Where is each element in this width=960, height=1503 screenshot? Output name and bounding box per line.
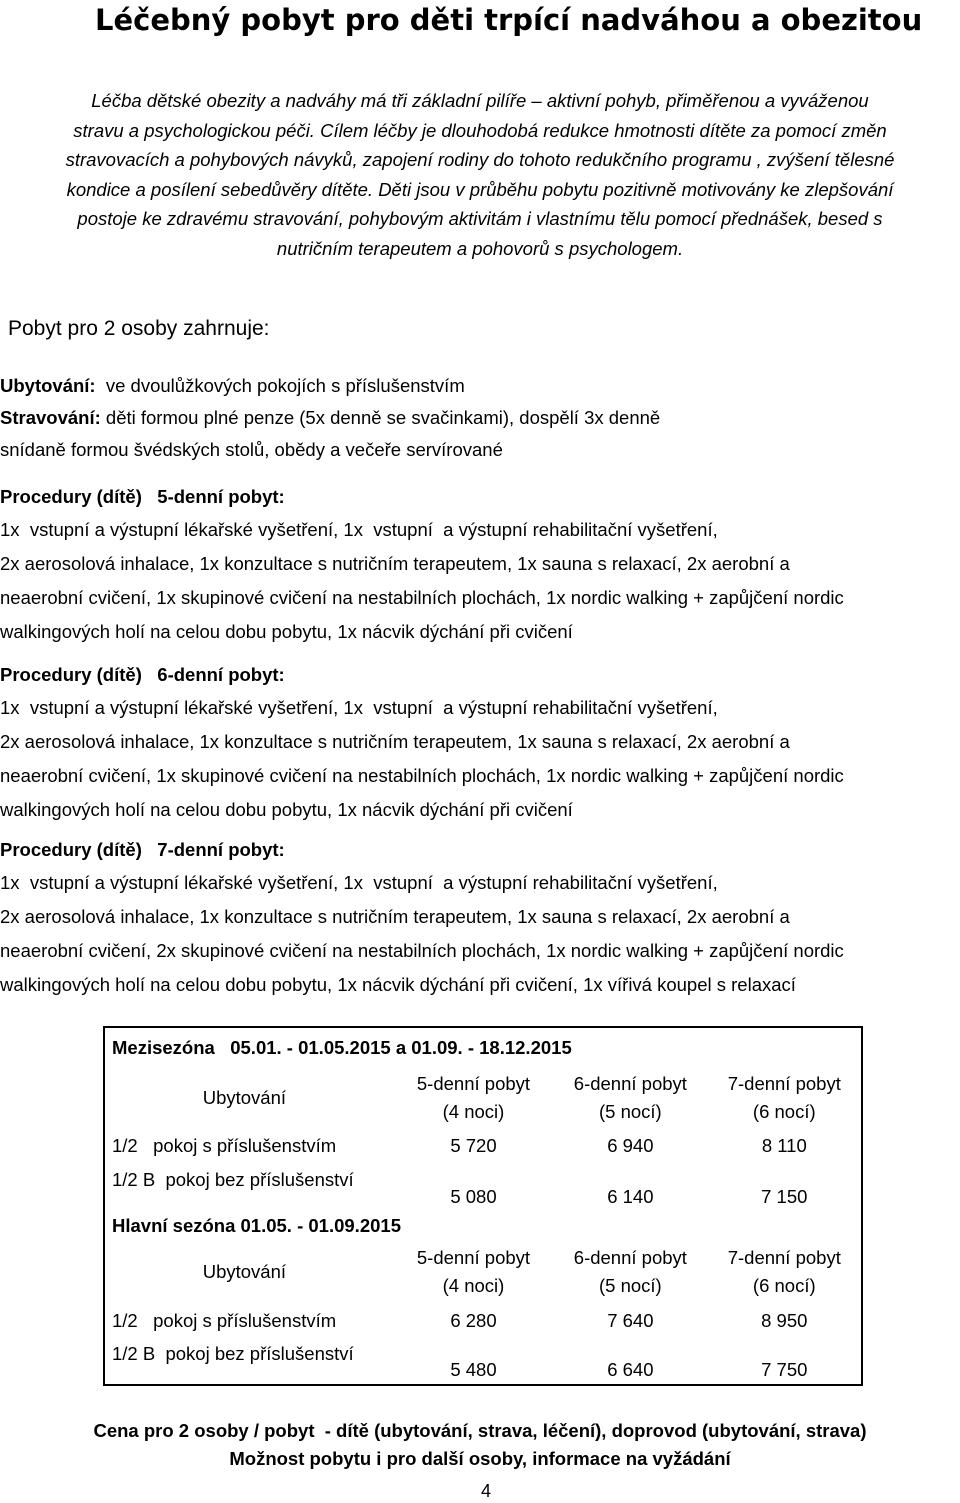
meals-text: děti formou plné penze (5x denně se svačinkami), dospělí 3x denně (100, 407, 661, 428)
price-cell: 7 750 (761, 1359, 808, 1380)
procedure-line: 1x vstupní a výstupní lékařské vyšetření, 1x vstupní a výstupní rehabilitační vyšetření, (0, 519, 718, 540)
procedure-line: neaerobní cvičení, 1x skupinové cvičení na nestabilních plochách, 1x nordic walking + zapůjčení nordic (0, 765, 844, 786)
availability-note: Možnost pobytu i pro další osoby, informace na vyžádání (229, 1448, 731, 1469)
meals-text-continued: snídaně formou švédských stolů, obědy a večeře servírované (0, 439, 503, 460)
includes-heading: Pobyt pro 2 osoby zahrnuje: (8, 317, 270, 340)
procedure-line: neaerobní cvičení, 1x skupinové cvičení na nestabilních plochách, 1x nordic walking + zapůjčení nordic (0, 587, 844, 608)
price-cell: 6 140 (607, 1186, 654, 1207)
price-cell: 8 110 (761, 1135, 807, 1156)
room-type: 1/2 pokoj s příslušenstvím (112, 1135, 337, 1156)
procedure-line: 2x aerosolová inhalace, 1x konzultace s nutričním terapeutem, 1x sauna s relaxací, 2x aerobní a (0, 553, 790, 574)
intro-line: nutričním terapeutem a pohovorů s psychologem. (276, 237, 684, 259)
page-number: 4 (480, 1481, 491, 1501)
procedure-line: walkingových holí na celou dobu pobytu, 1x nácvik dýchání při cvičení, 1x vířivá koupel s relaxací (0, 974, 796, 995)
accommodation-block (0, 370, 660, 466)
procedures-label: Procedury (dítě) 6-denní pobyt: (0, 664, 285, 685)
price-cell: 5 080 (450, 1186, 497, 1207)
price-cell: 7 640 (607, 1310, 654, 1331)
table-row (104, 1303, 862, 1339)
room-type: 1/2 B pokoj bez příslušenství (112, 1169, 354, 1190)
room-type: 1/2 pokoj s příslušenstvím (112, 1310, 337, 1331)
price-cell: 5 480 (450, 1359, 497, 1380)
price-cell: 6 280 (450, 1310, 497, 1331)
price-cell: 7 150 (761, 1186, 808, 1207)
price-cell: 8 950 (761, 1310, 808, 1331)
table-row (104, 1339, 862, 1385)
table-header-5-day: 5-denní pobyt (4 noci) (416, 1073, 531, 1122)
season-name: Hlavní sezóna 01.05. - 01.09.2015 (112, 1215, 401, 1236)
procedures-6-day (0, 659, 844, 827)
procedures-5-day (0, 481, 844, 649)
price-table (103, 1026, 863, 1386)
room-type: 1/2 B pokoj bez příslušenství (112, 1343, 354, 1364)
table-header-accommodation: Ubytování (202, 1261, 287, 1282)
table-row (104, 1129, 862, 1163)
season-name: Mezisezóna 05.01. - 01.05.2015 a 01.09. - 18.12.2015 (112, 1036, 572, 1058)
procedures-label: Procedury (dítě) 5-denní pobyt: (0, 486, 285, 507)
intro-line: postoje ke zdravému stravování, pohybovým aktivitám i vlastnímu tělu pomocí přednášek, besed s (77, 208, 883, 230)
intro-paragraph (0, 86, 960, 264)
accommodation-label: Ubytování: (0, 375, 96, 396)
procedures-7-day (0, 834, 844, 1002)
procedure-line: 1x vstupní a výstupní lékařské vyšetření, 1x vstupní a výstupní rehabilitační vyšetření, (0, 697, 718, 718)
table-header-accommodation: Ubytování (202, 1087, 287, 1108)
procedure-line: 2x aerosolová inhalace, 1x konzultace s nutričním terapeutem, 1x sauna s relaxací, 2x aerobní a (0, 731, 790, 752)
price-note: Cena pro 2 osoby / pobyt - dítě (ubytování, strava, léčení), doprovod (ubytování, strava) (93, 1420, 867, 1441)
procedure-line: walkingových holí na celou dobu pobytu, 1x nácvik dýchání při cvičení (0, 621, 573, 642)
procedures-label: Procedury (dítě) 7-denní pobyt: (0, 839, 285, 860)
intro-line: Léčba dětské obezity a nadváhy má tři základní pilíře – aktivní pohyb, přiměřenou a vyváženou (91, 90, 869, 111)
procedure-line: 1x vstupní a výstupní lékařské vyšetření, 1x vstupní a výstupní rehabilitační vyšetření, (0, 872, 718, 893)
price-cell: 6 640 (607, 1359, 654, 1380)
procedure-line: neaerobní cvičení, 2x skupinové cvičení na nestabilních plochách, 1x nordic walking + zapůjčení nordic (0, 940, 844, 961)
table-header-6-day: 6-denní pobyt (5 nocí) (573, 1073, 687, 1122)
procedure-line: walkingových holí na celou dobu pobytu, 1x nácvik dýchání při cvičení (0, 799, 573, 820)
table-header-7-day: 7-denní pobyt (6 nocí) (727, 1073, 841, 1122)
table-header-5-day: 5-denní pobyt (4 noci) (416, 1247, 531, 1296)
accommodation-text: ve dvoulůžkových pokojích s příslušenstvím (95, 375, 465, 396)
intro-line: stravu a psychologickou péči. Cílem léčby je dlouhodobá redukce hmotnosti dítěte za pomocí změn (73, 119, 887, 141)
intro-line: stravovacích a pohybových návyků, zapojení rodiny do tohoto redukčního programu , zvýšení tělesné (65, 149, 895, 171)
table-row (104, 1163, 862, 1211)
procedure-line: 2x aerosolová inhalace, 1x konzultace s nutričním terapeutem, 1x sauna s relaxací, 2x aerobní a (0, 906, 790, 927)
intro-line: kondice a posílení sebedůvěry dítěte. Děti jsou v průběhu pobytu pozitivně motivovány ke zlepšování (66, 178, 894, 200)
price-cell: 5 720 (450, 1135, 497, 1156)
page-title: Léčebný pobyt pro děti trpící nadváhou a obezitou (95, 3, 923, 37)
table-header-7-day: 7-denní pobyt (6 nocí) (727, 1247, 841, 1296)
table-header-6-day: 6-denní pobyt (5 nocí) (573, 1247, 687, 1296)
price-cell: 6 940 (607, 1135, 654, 1156)
meals-label: Stravování: (0, 407, 101, 428)
